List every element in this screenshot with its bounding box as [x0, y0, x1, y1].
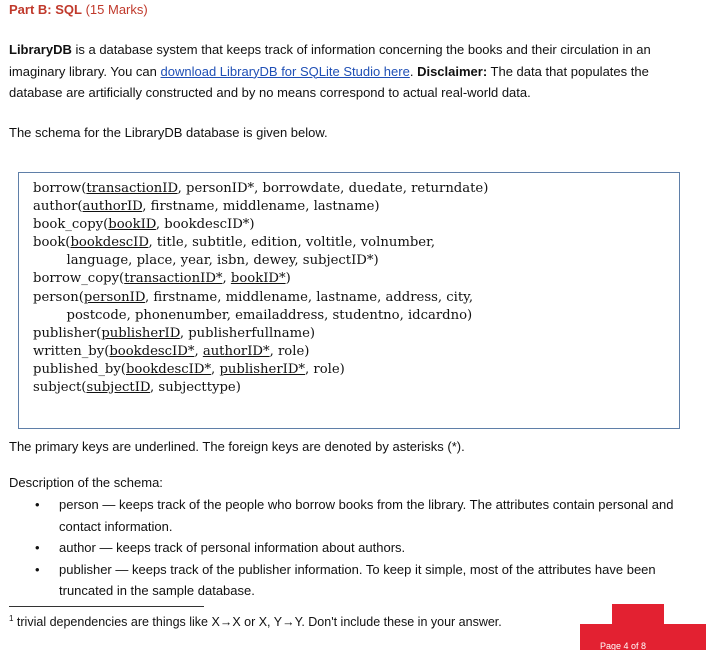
attribute: volnumber: [360, 235, 431, 251]
schema-table-published_by: [33, 361, 488, 379]
schema-table-borrow: [33, 180, 488, 198]
section-title: Part B: SQL: [9, 2, 82, 17]
close-paren: ): [309, 325, 316, 341]
description-list: [9, 494, 699, 602]
attribute: edition: [251, 235, 298, 251]
attribute: subjectID*: [302, 253, 374, 269]
table-name: author(: [33, 199, 83, 215]
primary-key: bookdescID: [70, 235, 149, 251]
list-item: [9, 494, 699, 537]
separator: ,: [172, 253, 181, 269]
schema-box: [18, 172, 680, 429]
attribute: idcardno: [407, 307, 468, 323]
download-link[interactable]: download LibraryDB for SQLite Studio here: [160, 63, 410, 79]
list-item-text: publisher — keeps track of the publisher information. To keep it simple, most of the attributes have been truncated in the sample database.: [59, 561, 656, 598]
schema-table-book_copy: [33, 216, 488, 234]
close-paren: ): [374, 199, 380, 215]
schema-table-borrow_copy: [33, 270, 488, 288]
separator: ,: [177, 181, 187, 196]
separator: ,: [305, 361, 314, 377]
primary-key: bookID: [108, 217, 156, 233]
attribute: year: [180, 253, 209, 269]
separator: ,: [150, 380, 159, 396]
separator: ,: [144, 289, 154, 305]
close-paren: ): [483, 181, 489, 196]
attribute: personID*: [186, 181, 255, 196]
attribute: title: [156, 235, 184, 251]
attribute: duedate: [348, 181, 403, 196]
table-name: subject(: [33, 380, 87, 396]
separator: ,: [324, 307, 333, 323]
separator: ,: [377, 289, 386, 305]
attribute: postcode: [66, 307, 127, 323]
attribute: publisherfullname: [188, 325, 310, 341]
separator: ,: [126, 307, 135, 323]
separator: ,: [340, 181, 349, 196]
separator: ,: [402, 181, 412, 196]
attribute: subtitle: [192, 235, 243, 251]
table-name: book_copy(: [33, 217, 109, 233]
page-number: Page 4 of 8: [600, 641, 647, 651]
bullet-icon: •: [35, 540, 40, 555]
primary-key: authorID: [82, 199, 143, 215]
close-paren: ): [285, 271, 291, 287]
primary-key: publisherID*: [219, 361, 305, 377]
attribute: borrowdate: [262, 181, 341, 196]
separator: ,: [179, 325, 189, 341]
section-heading: [9, 2, 148, 17]
table-name: borrow(: [33, 181, 87, 196]
close-paren: ): [467, 307, 473, 323]
separator: ,: [128, 253, 137, 269]
intro-text-1: is a database system that keeps track of information concerning the books and their circulation in an imaginary library. You can: [9, 42, 651, 79]
attribute: studentno: [332, 307, 400, 323]
separator: ,: [208, 253, 218, 269]
separator: ,: [183, 235, 193, 251]
table-name: published_by(: [33, 361, 126, 377]
bullet-icon: •: [35, 497, 40, 512]
attribute: role: [278, 343, 305, 359]
schema-intro: The schema for the LibraryDB database is given below.: [9, 125, 328, 140]
intro-text-2: .: [409, 63, 418, 79]
attribute: phonenumber: [134, 307, 227, 323]
schema-table-written_by: [33, 343, 488, 361]
primary-key: transactionID: [86, 181, 178, 196]
attribute: emailaddress: [235, 307, 325, 323]
separator: ,: [194, 343, 203, 359]
attribute: bookdescID*: [164, 217, 250, 233]
primary-key: subjectID: [86, 380, 151, 396]
intro-paragraph: [9, 39, 699, 104]
attribute: voltitle: [305, 235, 353, 251]
separator: ,: [222, 271, 231, 287]
footnote-divider: [9, 606, 204, 607]
separator: ,: [217, 289, 226, 305]
separator: ,: [254, 181, 263, 196]
disclaimer-label: Disclaimer:: [417, 63, 488, 79]
description-heading: Description of the schema:: [9, 475, 163, 490]
list-item-text: person — keeps track of the people who borrow books from the library. The attributes contain personal and contact information.: [59, 497, 674, 534]
close-paren: ): [339, 361, 345, 377]
schema-table-book: [33, 234, 488, 270]
db-name: LibraryDB: [9, 42, 72, 57]
separator: ,: [226, 307, 236, 323]
indent: [33, 253, 67, 268]
attribute: dewey: [253, 253, 295, 269]
bullet-icon: •: [35, 561, 40, 577]
primary-key: transactionID*: [124, 271, 223, 287]
primary-key: bookID*: [230, 271, 286, 287]
primary-key: publisherID: [101, 325, 180, 341]
attribute: lastname: [313, 199, 375, 215]
separator: ,: [148, 235, 157, 251]
separator: ,: [399, 307, 408, 323]
attribute: city: [446, 289, 469, 305]
close-paren: ): [235, 380, 241, 396]
separator: ,: [214, 199, 223, 215]
list-item: [9, 559, 699, 602]
attribute: firstname: [150, 199, 215, 215]
keys-note: The primary keys are underlined. The foreign keys are denoted by asterisks (*).: [9, 439, 465, 454]
separator: ,: [305, 199, 314, 215]
attribute: firstname: [153, 289, 218, 305]
table-name: person(: [33, 289, 84, 305]
attribute: lastname: [316, 289, 378, 305]
footnote-mark: 1: [9, 614, 14, 623]
schema-table-person: [33, 289, 488, 325]
separator: ,: [468, 289, 474, 305]
schema-table-publisher: [33, 325, 488, 343]
list-item: [9, 537, 699, 559]
primary-key: bookdescID*: [109, 343, 195, 359]
primary-key: personID: [83, 289, 145, 305]
separator: ,: [352, 235, 361, 251]
separator: ,: [142, 199, 151, 215]
indent: [33, 308, 67, 323]
attribute: address: [385, 289, 438, 305]
footnote-text: trivial dependencies are things like X→X or X, Y→Y. Don't include these in your answer.: [13, 615, 502, 630]
attribute: place: [136, 253, 173, 269]
separator: ,: [155, 217, 165, 233]
attribute: subjecttype: [158, 380, 236, 396]
separator: ,: [437, 289, 447, 305]
table-name: written_by(: [33, 343, 110, 359]
table-name: book(: [33, 235, 71, 251]
schema-listing: [33, 180, 488, 397]
close-paren: ): [373, 253, 379, 269]
section-marks: (15 Marks): [85, 2, 148, 17]
attribute: isbn: [217, 253, 245, 269]
separator: ,: [244, 253, 254, 269]
schema-table-author: [33, 198, 488, 216]
separator: ,: [211, 361, 220, 377]
attribute: language: [66, 253, 129, 269]
separator: ,: [307, 289, 317, 305]
separator: ,: [269, 343, 278, 359]
primary-key: authorID*: [202, 343, 270, 359]
attribute: middlename: [225, 289, 308, 305]
attribute: returndate: [411, 181, 484, 196]
separator: ,: [297, 235, 306, 251]
table-name: borrow_copy(: [33, 271, 125, 287]
separator: ,: [242, 235, 252, 251]
close-paren: ): [249, 217, 255, 233]
close-paren: ): [304, 343, 310, 359]
disclaimer-text: The data that populates the database are artificially constructed and by no means correspond to actual real-world data.: [9, 63, 649, 100]
list-item-text: author — keeps track of personal information about authors.: [59, 540, 406, 555]
table-name: publisher(: [33, 325, 102, 341]
schema-table-subject: [33, 379, 488, 397]
primary-key: bookdescID*: [125, 361, 212, 377]
footnote: [9, 614, 502, 629]
attribute: middlename: [222, 199, 306, 215]
separator: ,: [294, 253, 303, 269]
separator: ,: [430, 235, 436, 251]
attribute: role: [313, 361, 340, 377]
